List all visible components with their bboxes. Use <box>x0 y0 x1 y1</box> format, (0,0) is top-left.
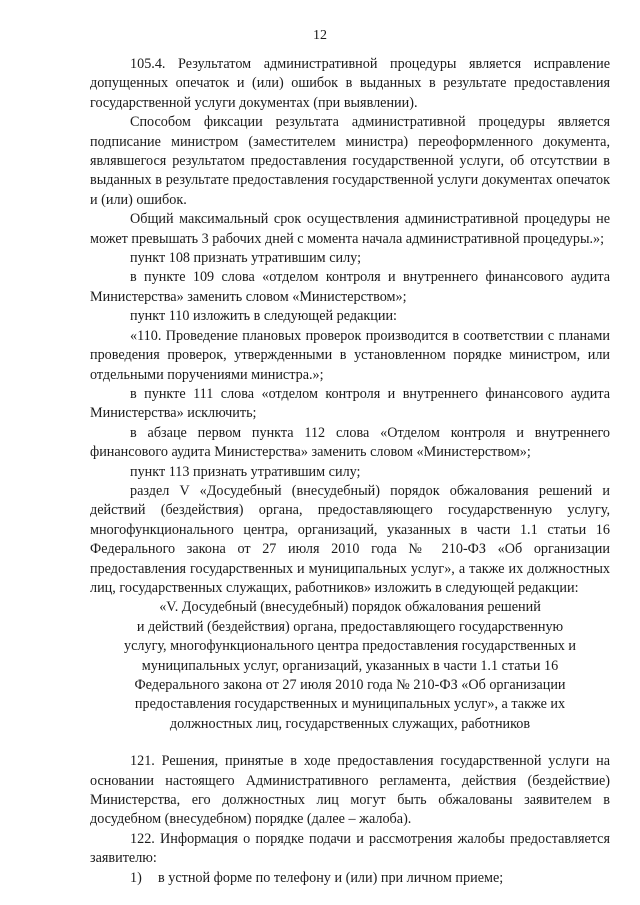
list-item-number: 1) <box>130 869 142 886</box>
paragraph: пункт 113 признать утратившим силу; <box>130 463 361 480</box>
section-heading-line: «V. Досудебный (внесудебный) порядок обжалования решений <box>159 599 541 616</box>
paragraph: в абзаце первом пункта 112 слова «Отделом контроля и внутреннего финансового аудита Министерства» заменить словом «Министерством»; <box>90 424 610 461</box>
paragraph: пункт 110 изложить в следующей редакции: <box>130 308 397 325</box>
paragraph: 105.4. Результатом административной процедуры является исправление допущенных опечаток и (или) ошибок в выданных в результате предоставления государственной услуги документах (при выявлении). <box>90 56 610 111</box>
paragraph: 122. Информация о порядке подачи и рассмотрения жалобы предоставляется заявителю: <box>90 830 610 867</box>
paragraph: в пункте 109 слова «отделом контроля и внутреннего финансового аудита Министерства» заменить словом «Министерством»; <box>90 269 610 305</box>
paragraph: раздел V «Досудебный (внесудебный) порядок обжалования решений и действий (бездействия) органа, предоставляющего государственную услугу, многофункционального центра, организаций, указанных в части 1.1 статьи 16 Федерального закона от 27 июля 2010 года № 210-ФЗ «Об организации предоставления государственных и муниципальных услуг», а также их должностных лиц, государственных служащих, работников» изложить в следующей редакции: <box>90 482 610 596</box>
list-item-text: в устной форме по телефону и (или) при личном приеме; <box>158 869 504 886</box>
paragraph: в пункте 111 слова «отделом контроля и внутреннего финансового аудита Министерства» исключить; <box>90 385 610 422</box>
paragraph: Способом фиксации результата административной процедуры является подписание министром (заместителем министра) переоформленного документа, являвшегося результатом предоставления государственной услуги, об отсутствии в выданных в результате предоставления государственной услуги документах опечаток и (или) ошибок. <box>90 114 610 208</box>
paragraph: 121. Решения, принятые в ходе предоставления государственной услуги на основании настоящего Административного регламента, действия (бездействие) Министерства, его должностных лиц могут быть обжалованы заявителем в досудебном (внесудебном) порядке (далее – жалоба). <box>90 753 610 828</box>
page-number: 12 <box>313 28 327 43</box>
section-heading-line: и действий (бездействия) органа, предоставляющего государственную <box>136 618 564 635</box>
section-heading-line: муниципальных услуг, организаций, указанных в части 1.1 статьи 16 <box>141 657 559 674</box>
document-body <box>90 55 610 888</box>
spacer <box>90 734 610 752</box>
section-heading-line: должностных лиц, государственных служащих, работников <box>169 715 531 732</box>
paragraph: пункт 108 признать утратившим силу; <box>130 250 362 267</box>
paragraph: Общий максимальный срок осуществления административной процедуры не может превышать 3 рабочих дней с момента начала административной процедуры.»; <box>90 211 610 247</box>
section-heading-line: услугу, многофункционального центра предоставления государственных и <box>124 638 576 655</box>
list-item <box>90 869 610 888</box>
section-heading-line: Федерального закона от 27 июля 2010 года № 210-ФЗ «Об организации <box>134 677 566 693</box>
section-heading-line: предоставления государственных и муниципальных услуг», а также их <box>134 696 566 713</box>
paragraph: «110. Проведение плановых проверок производится в соответствии с планами проведения проверок, утвержденными в установленном порядке министром, или отдельными поручениями министра.»; <box>90 327 610 383</box>
section-heading <box>90 598 610 734</box>
